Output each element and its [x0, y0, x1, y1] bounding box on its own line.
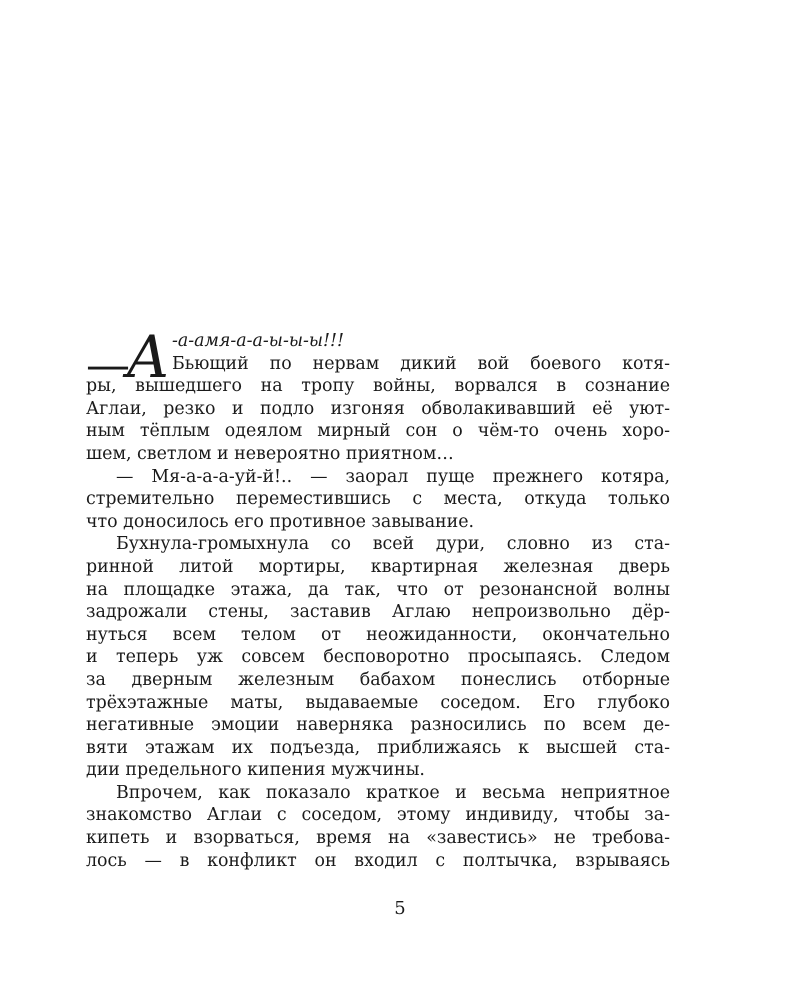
text-line: что доносилось его противное завывание. — [86, 511, 475, 532]
text-line: негативные эмоции наверняка разносились по всем де- — [86, 715, 670, 736]
text-line: дии предельного кипения мужчины. — [86, 760, 425, 781]
text-line: нуться всем телом от неожиданности, окончательно — [86, 624, 670, 645]
body-text — [86, 323, 670, 872]
paragraph-2 — [86, 466, 670, 534]
text-line: — Мя-а-а-а-уй-й!.. — заорал пуще прежнего котяра, — [116, 466, 670, 487]
text-line: ры, вышедшего на тропу войны, ворвался в сознание — [86, 376, 670, 397]
paragraph-4 — [86, 782, 670, 872]
text-line: задрожали стены, заставив Аглаю непроизвольно дёр- — [86, 602, 670, 623]
text-line: Бухнула-громыхнула со всей дури, словно из ста- — [116, 534, 670, 555]
text-line: ринной литой мортиры, квартирная железная дверь — [86, 556, 670, 577]
drop-cap-letter: А — [126, 323, 170, 391]
text-line: стремительно переместившись с места, откуда только — [86, 489, 670, 510]
text-line: шем, светлом и невероятно приятном… — [86, 443, 454, 464]
text-line: ным тёплым одеялом мирный сон о чём-то очень хоро- — [86, 421, 670, 442]
page-number: 5 — [394, 898, 406, 919]
text-line: и теперь уж совсем бесповоротно просыпаясь. Следом — [86, 647, 670, 668]
paragraph-3 — [86, 533, 670, 782]
text-line: Бьющий по нервам дикий вой боевого котя- — [172, 353, 670, 374]
text-line: вяти этажам их подъезда, приближаясь к высшей ста- — [86, 737, 670, 758]
text-line: знакомство Аглаи с соседом, этому индивиду, чтобы за- — [86, 805, 670, 826]
text-line: за дверным железным бабахом понеслись отборные — [86, 669, 670, 690]
text-line: кипеть и взорваться, время на «завестись» не требова- — [86, 828, 670, 849]
text-line: Впрочем, как показало краткое и весьма неприятное — [116, 782, 670, 803]
text-line: трёхэтажные маты, выдаваемые соседом. Его глубоко — [86, 692, 670, 713]
opening-exclamation: -а-амя-а-а-ы-ы-ы!!! — [172, 331, 344, 351]
drop-cap-dash: — — [86, 340, 130, 391]
text-line: Аглаи, резко и подло изгоняя обволакивавший её уют- — [86, 398, 670, 419]
text-line: лось — в конфликт он входил с полтычка, взрываясь — [86, 850, 670, 871]
text-line: на площадке этажа, да так, что от резонансной волны — [86, 579, 670, 600]
